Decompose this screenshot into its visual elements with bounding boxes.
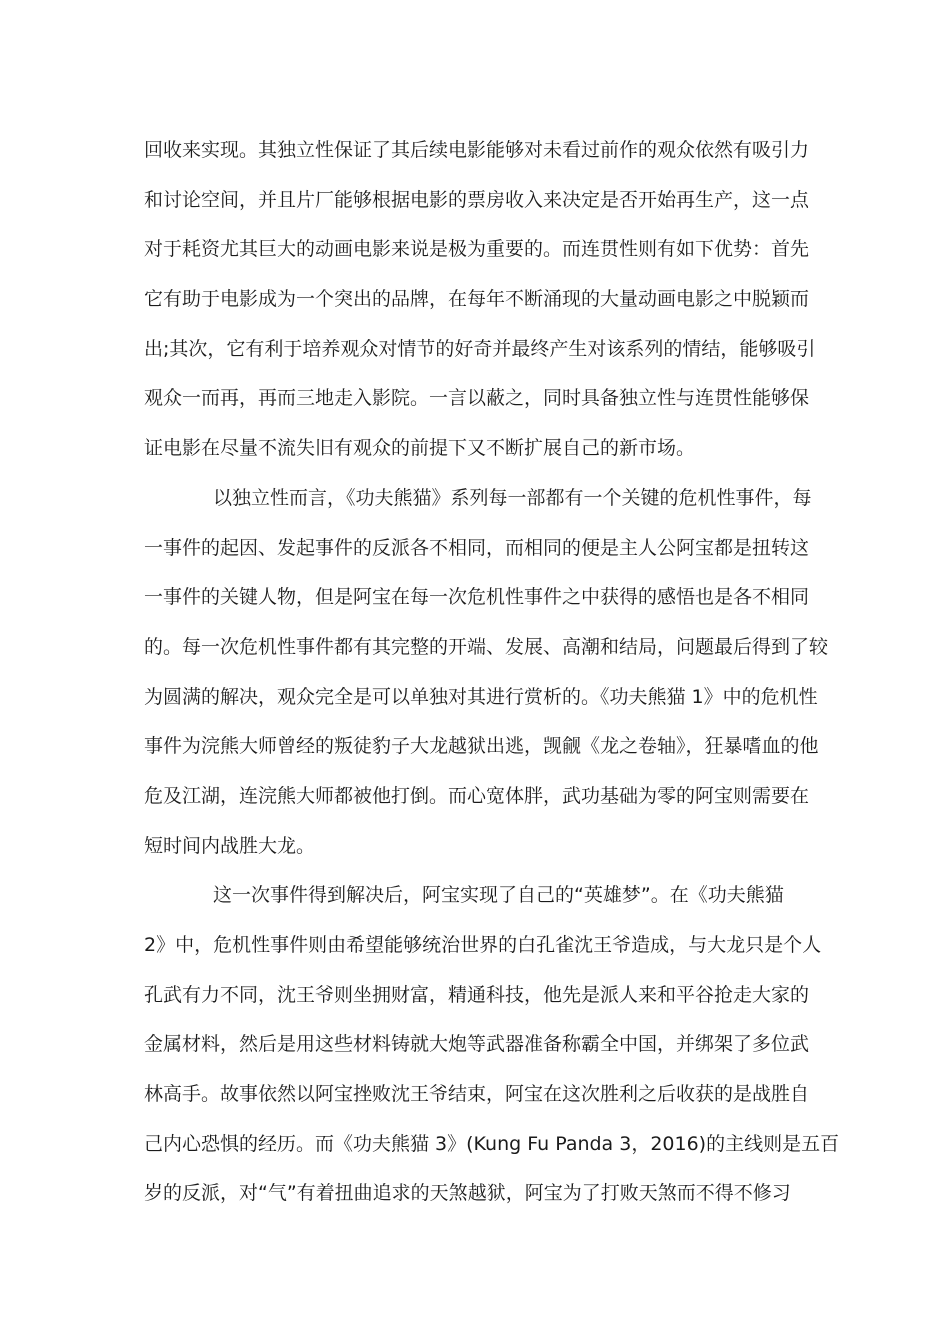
text-line: 回收来实现。其独立性保证了其后续电影能够对未看过前作的观众依然有吸引力 [144, 139, 810, 161]
text-line: 己内心恐惧的经历。而《功夫熊猫 3》(Kung Fu Panda 3，2016)的主线则是五百 [144, 1132, 840, 1155]
text-line: 和讨论空间，并且片厂能够根据电影的票房收入来决定是否开始再生产，这一点 [144, 188, 810, 211]
text-line: 金属材料，然后是用这些材料铸就大炮等武器准备称霸全中国，并绑架了多位武 [144, 1033, 810, 1056]
text-line: 林高手。故事依然以阿宝挫败沈王爷结束，阿宝在这次胜利之后收获的是战胜自 [144, 1083, 810, 1106]
body-text [144, 131, 840, 1224]
text-line: 这一次事件得到解决后，阿宝实现了自己的“英雄梦”。在《功夫熊猫 [213, 884, 784, 907]
text-line: 证电影在尽量不流失旧有观众的前提下又不断扩展自己的新市场。 [144, 437, 696, 460]
text-line: 2》中，危机性事件则由希望能够统治世界的白孔雀沈王爷造成，与大龙只是个人 [144, 934, 822, 956]
text-line: 的。每一次危机性事件都有其完整的开端、发展、高潮和结局，问题最后得到了较 [144, 635, 829, 658]
paragraph [144, 479, 829, 877]
text-line: 为圆满的解决，观众完全是可以单独对其进行赏析的。《功夫熊猫 1》中的危机性 [144, 685, 818, 708]
text-line: 它有助于电影成为一个突出的品牌，在每年不断涌现的大量动画电影之中脱颖而 [144, 288, 810, 311]
text-line: 危及江湖，连浣熊大师都被他打倒。而心宽体胖，武功基础为零的阿宝则需要在 [144, 784, 810, 807]
paragraph [144, 131, 816, 479]
text-line: 一事件的起因、发起事件的反派各不相同，而相同的便是主人公阿宝都是扭转这 [144, 536, 810, 559]
text-line: 孔武有力不同，沈王爷则坐拥财富，精通科技，他先是派人来和平谷抢走大家的 [144, 983, 810, 1006]
text-line: 对于耗资尤其巨大的动画电影来说是极为重要的。而连贯性则有如下优势：首先 [144, 238, 810, 261]
text-line: 观众一而再，再而三地走入影院。一言以蔽之，同时具备独立性与连贯性能够保 [144, 387, 810, 410]
text-line: 以独立性而言，《功夫熊猫》系列每一部都有一个关键的危机性事件，每 [213, 486, 812, 509]
text-line: 事件为浣熊大师曾经的叛徒豹子大龙越狱出逃，觊觎《龙之卷轴》，狂暴嗜血的他 [144, 735, 819, 758]
paragraph [144, 876, 840, 1224]
text-line: 一事件的关键人物，但是阿宝在每一次危机性事件之中获得的感悟也是各不相同 [144, 586, 810, 609]
text-line: 短时间内战胜大龙。 [144, 834, 316, 857]
text-line: 岁的反派，对“气”有着扭曲追求的天煞越狱，阿宝为了打败天煞而不得不修习 [144, 1182, 791, 1205]
text-line: 出;其次，它有利于培养观众对情节的好奇并最终产生对该系列的情结，能够吸引 [144, 337, 816, 360]
